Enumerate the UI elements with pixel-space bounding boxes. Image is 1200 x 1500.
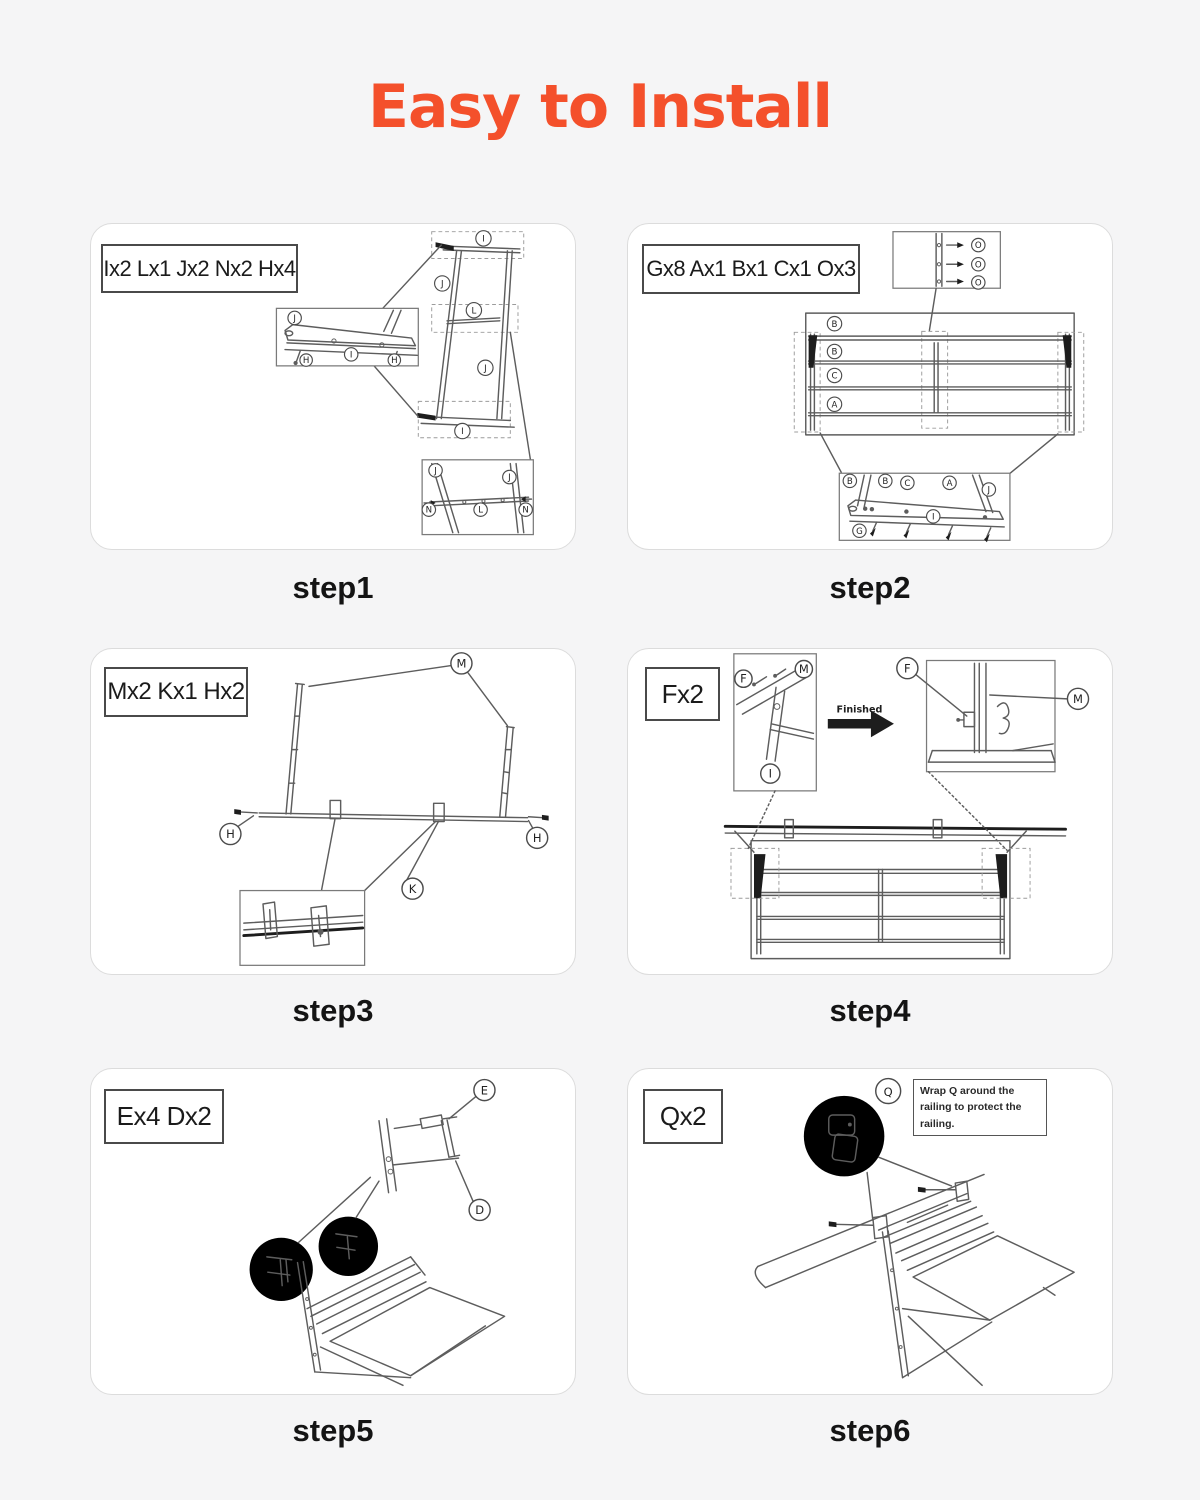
step3-callouts [220,653,548,899]
step2-tabletop [794,313,1083,474]
callout-F: F [904,661,911,676]
callout-C: C [904,478,911,489]
step6-label: step6 [829,1413,911,1448]
callout-M: M [1073,692,1083,707]
step5-parts-box [104,1089,224,1144]
step3-label: step3 [292,993,374,1028]
callout-B: B [882,476,889,487]
step2-label: step2 [829,570,911,605]
callout-A: A [831,400,838,411]
callout-L: L [478,505,483,516]
step3-clamp-inset [240,891,365,966]
callout-H: H [532,831,542,846]
callout-M: M [798,662,809,677]
callout-C: C [831,371,838,382]
step4-finished-inset [915,661,1067,772]
callout-B: B [846,476,853,487]
step6-railing-table [755,1174,1074,1385]
callout-D: D [475,1203,485,1218]
callout-L: L [471,306,477,317]
step6-parts-box [643,1089,723,1144]
callout-N: N [522,505,529,516]
step6-parts-label: Qx2 [659,1101,707,1131]
step2-panel [627,223,1113,550]
step4-hanging-table [725,772,1065,959]
step3-parts-label: Mx2 Kx1 Hx2 [107,678,245,705]
step1-label: step1 [292,570,374,605]
callout-H: H [302,356,310,367]
callout-M: M [456,656,467,671]
callout-F: F [740,671,747,686]
step5-panel [90,1068,576,1395]
step6-panel [627,1068,1113,1395]
callout-I: I [931,512,935,523]
step5-parts-label: Ex4 Dx2 [116,1101,212,1131]
step2-parts-label: Gx8 Ax1 Bx1 Cx1 Ox3 [646,256,856,281]
wrap-note: Wrap Q around the railing to protect the railing. [913,1079,1047,1136]
callout-B: B [831,319,838,330]
step1-parts-label: Ix2 Lx1 Jx2 Nx2 Hx4 [103,255,296,281]
callout-E: E [480,1083,489,1098]
callout-J: J [293,314,296,325]
callout-H: H [391,356,398,367]
callout-N: N [425,505,433,516]
callout-O: O [974,260,982,271]
step2-parts-box [642,244,860,294]
callout-I: I [768,766,772,781]
finished-label: Finished [836,704,883,716]
step3-parts-box [104,667,248,717]
callout-I: I [349,350,353,361]
step4-panel [627,648,1113,975]
step3-panel [90,648,576,975]
step3-frame [234,665,548,890]
callout-J: J [440,279,444,290]
step5-label: step5 [292,1413,374,1448]
step4-parts-label: Fx2 [661,678,704,709]
callout-J: J [484,363,487,374]
step5-table [250,1177,505,1385]
callout-K: K [408,881,417,896]
callout-J: J [987,485,991,496]
step1-parts-box [101,244,298,293]
step4-label: step4 [829,993,911,1028]
callout-J: J [434,466,437,477]
step6-callouts [876,1079,901,1104]
callout-H: H [226,827,235,842]
callout-Q: Q [883,1084,893,1099]
callout-B: B [831,347,838,358]
callout-A: A [946,478,953,489]
page-title: Easy to Install [367,72,833,142]
callout-I: I [482,234,485,245]
callout-O: O [974,241,982,252]
callout-I: I [461,427,464,438]
callout-J: J [508,473,511,484]
callout-G: G [856,526,863,537]
step1-panel [90,223,576,550]
callout-O: O [974,278,982,289]
step4-parts-box [645,667,720,721]
